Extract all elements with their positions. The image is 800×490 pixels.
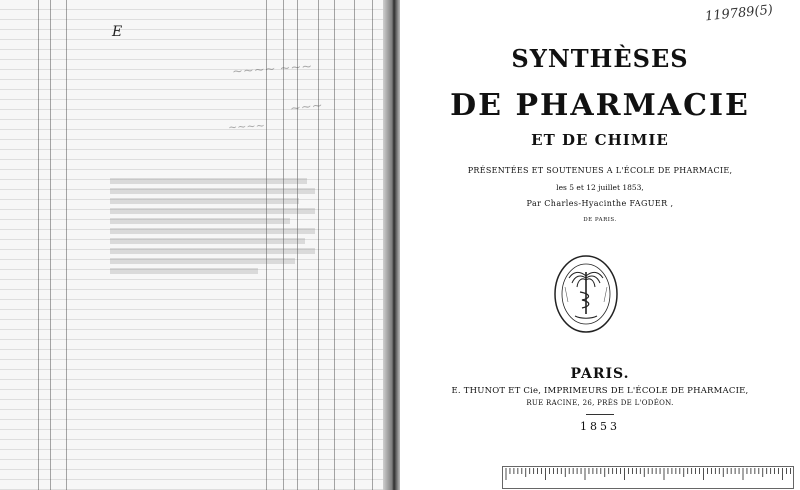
ledger-rule (38, 0, 39, 490)
school-seal-emblem (553, 252, 619, 334)
title-line-2: DE PHARMACIE (450, 88, 750, 123)
title-line-1: SYNTHÈSES (511, 44, 689, 73)
left-page-ledger (0, 0, 392, 490)
imprint-year: 1853 (580, 420, 620, 433)
origin-line: DE PARIS. (583, 217, 617, 223)
ledger-rule (372, 0, 373, 490)
ledger-rule (50, 0, 51, 490)
imprint-city: PARIS. (570, 366, 630, 382)
ledger-rule (354, 0, 355, 490)
imprint-rule (586, 414, 614, 415)
call-number: 119789(5) (704, 2, 774, 25)
imprint-printer: E. THUNOT ET Cie, IMPRIMEURS DE L'ÉCOLE DE PHARMACIE, (451, 386, 749, 396)
imprint-address: RUE RACINE, 26, PRÈS DE L'ODÉON. (526, 399, 674, 407)
dates-line: les 5 et 12 juillet 1853, (556, 183, 644, 192)
title-line-3: ET DE CHIMIE (531, 131, 669, 149)
ledger-rule (318, 0, 319, 490)
shelf-mark: E (112, 24, 123, 40)
presented-line: PRÉSENTÉES ET SOUTENUES A L'ÉCOLE DE PHARMACIE, (467, 166, 733, 175)
author-line: Par Charles-Hyacinthe FAGUER , (526, 199, 674, 208)
measurement-ruler (502, 462, 794, 490)
ledger-rule (334, 0, 335, 490)
bleed-through-text (110, 178, 315, 278)
handwriting-showthrough: ~~~~ (227, 119, 266, 134)
title-page (400, 0, 800, 490)
handwriting-showthrough: ~~~ (289, 98, 324, 117)
handwriting-showthrough: ~~~~ ~~~ (231, 59, 313, 80)
ledger-rule (66, 0, 67, 490)
